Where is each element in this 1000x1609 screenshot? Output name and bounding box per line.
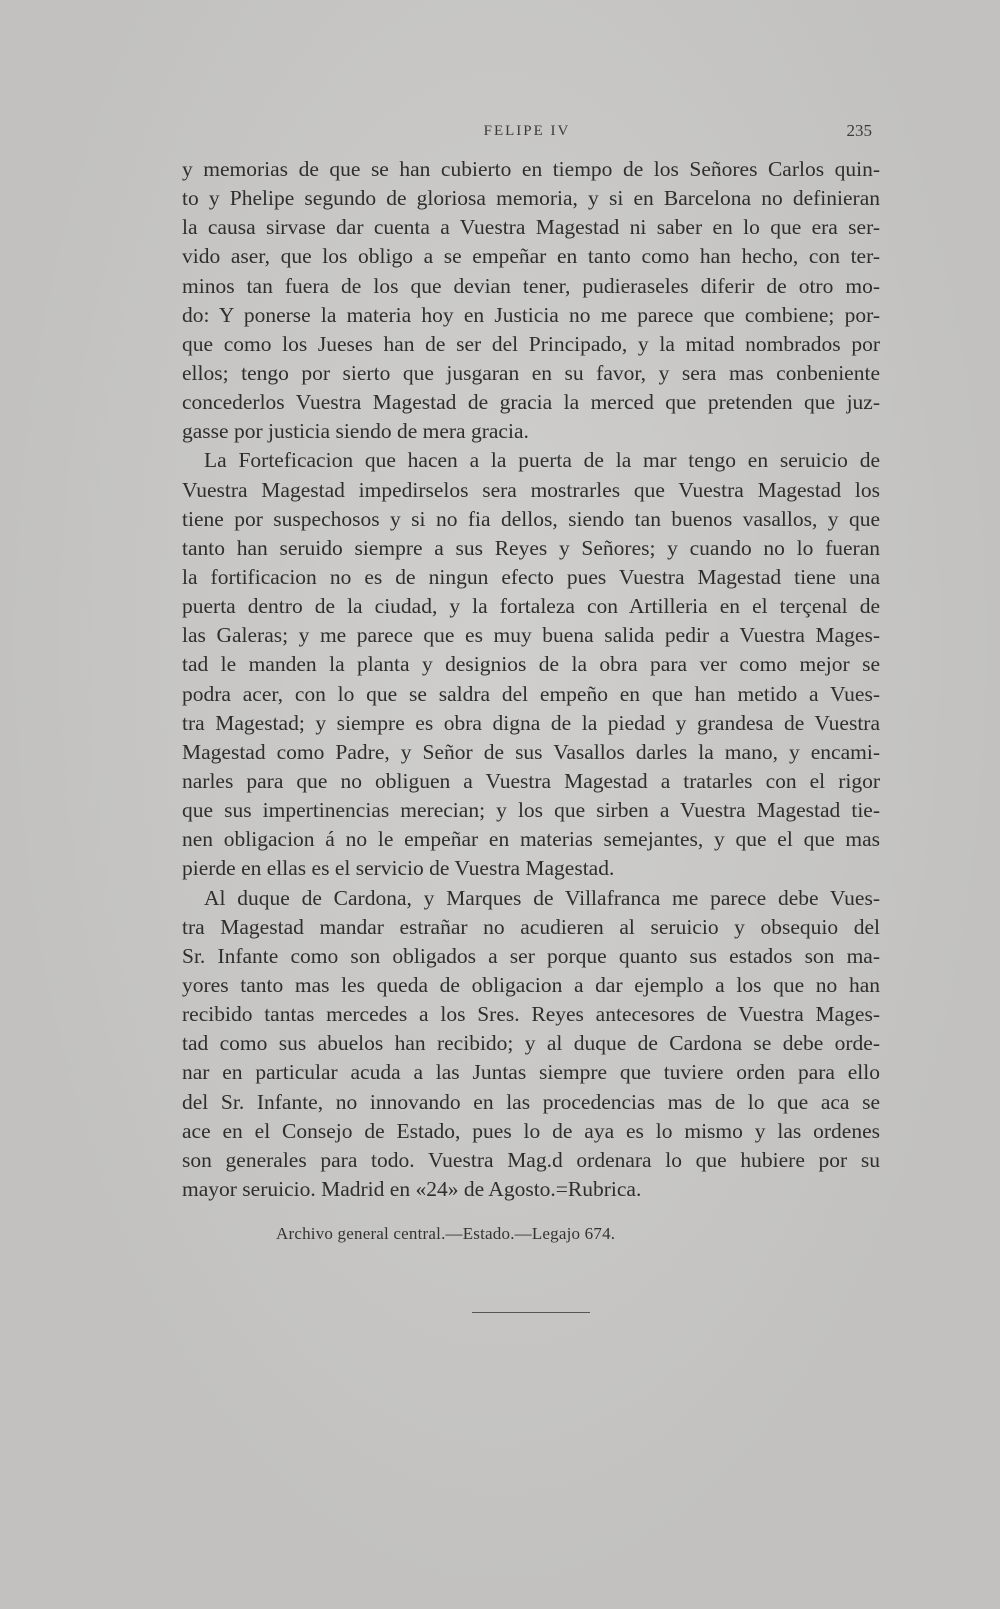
- text-line: La Forteficacion que hacen a la puerta de la mar tengo en seruicio de: [204, 448, 880, 473]
- text-line: vido aser, que los obligo a se empeñar en tanto como han hecho, con ter-: [182, 244, 880, 269]
- text-line: podra acer, con lo que se saldra del empeño en que han metido a Vues-: [182, 681, 880, 706]
- text-line: concederlos Vuestra Magestad de gracia la merced que pretenden que juz-: [182, 390, 880, 415]
- text-line: puerta dentro de la ciudad, y la fortaleza con Artilleria en el terçenal de: [182, 594, 880, 619]
- text-line: minos tan fuera de los que devian tener, pudieraseles diferir de otro mo-: [182, 273, 880, 298]
- text-line: tad como sus abuelos han recibido; y al duque de Cardona se debe orde-: [182, 1031, 880, 1056]
- text-line: narles para que no obliguen a Vuestra Magestad a tratarles con el rigor: [182, 768, 880, 793]
- text-line: ellos; tengo por sierto que jusgaran en su favor, y sera mas conbeniente: [182, 360, 880, 385]
- text-line: recibido tantas mercedes a los Sres. Reyes antecesores de Vuestra Mages-: [182, 1002, 880, 1027]
- text-line: mayor seruicio. Madrid en «24» de Agosto.=Rubrica.: [182, 1176, 642, 1201]
- text-line: Sr. Infante como son obligados a ser porque quanto sus estados son ma-: [182, 943, 880, 968]
- page-header: [182, 123, 872, 147]
- text-line: del Sr. Infante, no innovando en las procedencias mas de lo que aca se: [182, 1089, 880, 1114]
- text-line: gasse por justicia siendo de mera gracia.: [182, 419, 529, 444]
- text-line: que como los Jueses han de ser del Principado, y la mitad nombrados por: [182, 331, 880, 356]
- body-text: [182, 155, 880, 1204]
- divider-rule: [472, 1312, 590, 1313]
- text-line: to y Phelipe segundo de gloriosa memoria, y si en Barcelona no definieran: [182, 186, 880, 211]
- text-line: son generales para todo. Vuestra Mag.d ordenara lo que hubiere por su: [182, 1147, 880, 1172]
- text-line: ace en el Consejo de Estado, pues lo de aya es lo mismo y las ordenes: [182, 1118, 880, 1143]
- text-line: do: Y ponerse la materia hoy en Justicia no me parece que combiene; por-: [182, 302, 880, 327]
- text-line: tra Magestad mandar estrañar no acudieren al seruicio y obsequio del: [182, 914, 880, 939]
- text-line: la causa sirvase dar cuenta a Vuestra Magestad ni saber en lo que era ser-: [182, 215, 880, 240]
- text-line: Vuestra Magestad impedirselos sera mostrarles que Vuestra Magestad los: [182, 477, 880, 502]
- text-line: la fortificacion no es de ningun efecto pues Vuestra Magestad tiene una: [182, 564, 880, 589]
- text-line: las Galeras; y me parece que es muy buena salida pedir a Vuestra Mages-: [182, 623, 880, 648]
- text-line: y memorias de que se han cubierto en tiempo de los Señores Carlos quin-: [182, 157, 880, 181]
- text-line: yores tanto mas les queda de obligacion a dar ejemplo a los que no han: [182, 972, 880, 997]
- source-citation: Archivo general central.—Estado.—Legajo 674.: [276, 1224, 616, 1243]
- text-line: nen obligacion á no le empeñar en materias semejantes, y que el que mas: [182, 827, 880, 852]
- running-head: FELIPE IV: [483, 123, 571, 139]
- text-line: nar en particular acuda a las Juntas siempre que tuviere orden para ello: [182, 1060, 880, 1085]
- text-line: tanto han seruido siempre a sus Reyes y Señores; y cuando no lo fueran: [182, 535, 880, 560]
- text-line: Al duque de Cardona, y Marques de Villafranca me parece debe Vues-: [204, 885, 880, 910]
- text-line: tad le manden la planta y designios de la obra para ver como mejor se: [182, 652, 880, 677]
- text-line: tra Magestad; y siempre es obra digna de la piedad y grandesa de Vuestra: [182, 710, 880, 735]
- text-line: pierde en ellas es el servicio de Vuestra Magestad.: [182, 856, 615, 881]
- page-number: 235: [846, 121, 872, 140]
- text-line: tiene por suspechosos y si no fia dellos, siendo tan buenos vasallos, y que: [182, 506, 880, 531]
- text-line: Magestad como Padre, y Señor de sus Vasallos darles la mano, y encami-: [182, 739, 880, 764]
- text-line: que sus impertinencias merecian; y los que sirben a Vuestra Magestad tie-: [182, 798, 880, 823]
